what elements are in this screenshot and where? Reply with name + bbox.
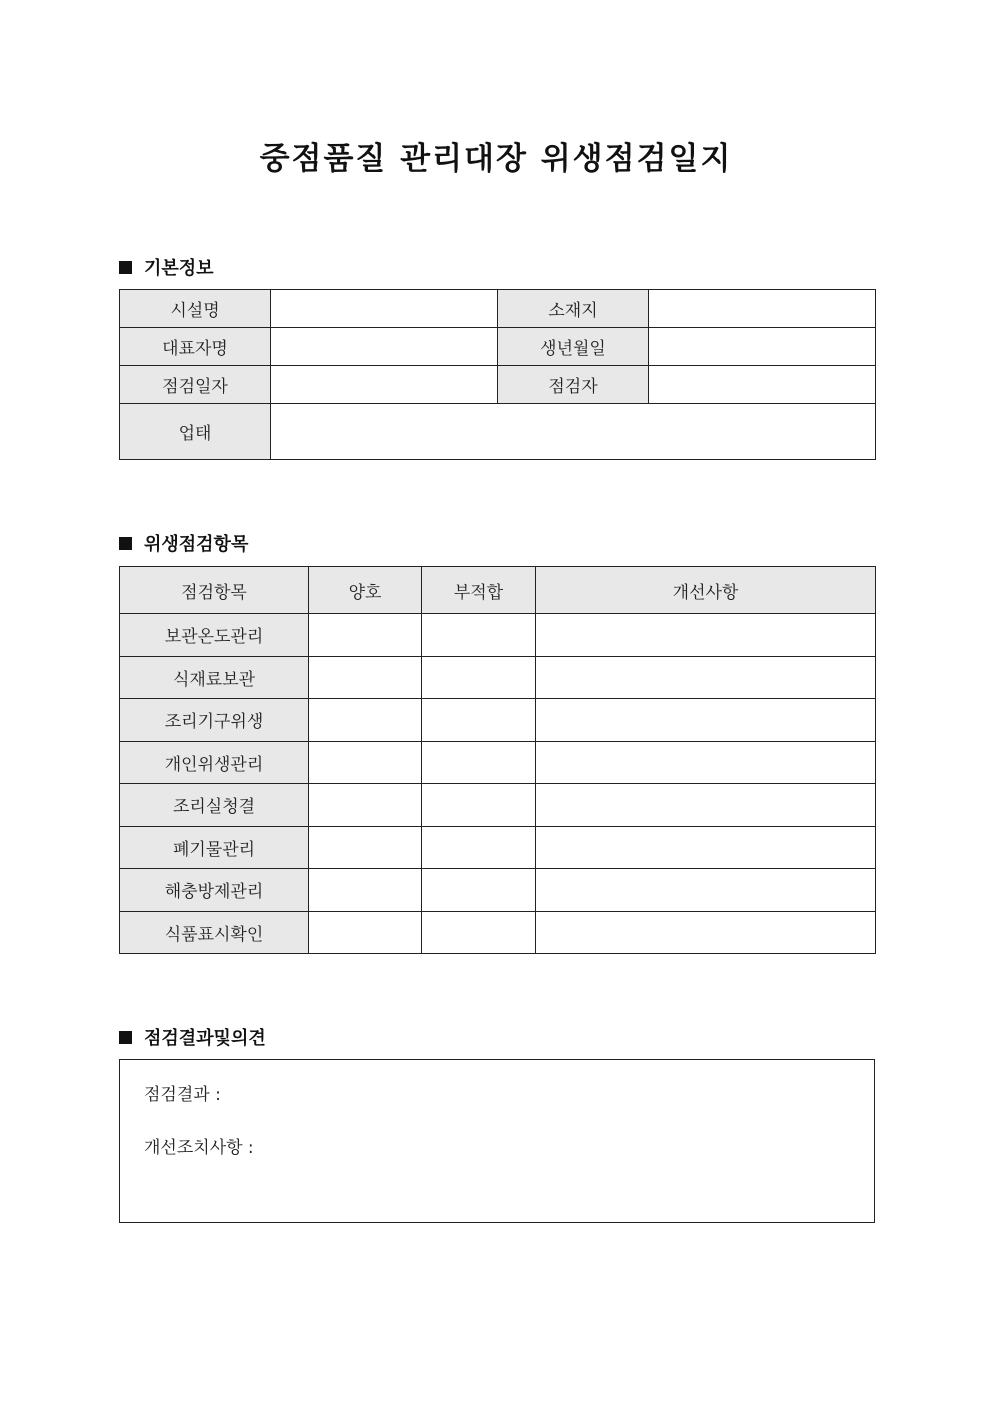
table-row (120, 656, 876, 699)
facility-name-field[interactable] (271, 290, 498, 328)
table-row (120, 699, 876, 742)
birth-date-field[interactable] (649, 328, 876, 366)
nonconforming-cell[interactable] (422, 911, 536, 954)
item-label: 조리기구위생 (120, 699, 309, 742)
improvement-cell[interactable] (536, 699, 876, 742)
business-type-label: 업태 (120, 404, 271, 460)
item-label: 식재료보관 (120, 656, 309, 699)
inspection-date-field[interactable] (271, 366, 498, 404)
basic-info-heading-text: 기본정보 (144, 258, 214, 279)
inspection-date-label: 점검일자 (120, 366, 271, 404)
nonconforming-cell[interactable] (422, 656, 536, 699)
location-field[interactable] (649, 290, 876, 328)
birth-date-label: 생년월일 (498, 328, 649, 366)
representative-field[interactable] (271, 328, 498, 366)
corrective-action-label: 개선조치사항 : (144, 1138, 254, 1158)
improvement-cell[interactable] (536, 656, 876, 699)
nonconforming-cell[interactable] (422, 826, 536, 869)
table-row (120, 784, 876, 827)
inspection-heading-text: 위생점검항목 (144, 534, 249, 555)
improvement-cell[interactable] (536, 869, 876, 912)
basic-info-row (120, 290, 876, 328)
improvement-cell[interactable] (536, 614, 876, 657)
basic-info-row (120, 404, 876, 460)
inspection-table (119, 566, 876, 954)
business-type-field[interactable] (271, 404, 876, 460)
item-label: 식품표시확인 (120, 911, 309, 954)
improvement-cell[interactable] (536, 784, 876, 827)
table-row (120, 614, 876, 657)
table-row (120, 911, 876, 954)
good-cell[interactable] (309, 869, 422, 912)
improvement-cell[interactable] (536, 911, 876, 954)
basic-info-row (120, 328, 876, 366)
item-label: 폐기물관리 (120, 826, 309, 869)
improvement-cell[interactable] (536, 826, 876, 869)
basic-info-table (119, 289, 876, 460)
item-label: 해충방제관리 (120, 869, 309, 912)
good-cell[interactable] (309, 656, 422, 699)
result-label: 점검결과 : (144, 1085, 221, 1105)
page-title: 중점품질 관리대장 위생점검일지 (259, 141, 733, 177)
inspector-label: 점검자 (498, 366, 649, 404)
good-cell[interactable] (309, 699, 422, 742)
good-cell[interactable] (309, 784, 422, 827)
results-heading (119, 1024, 266, 1050)
item-label: 개인위생관리 (120, 741, 309, 784)
basic-info-heading (119, 254, 214, 280)
column-header: 부적합 (422, 567, 536, 614)
inspector-field[interactable] (649, 366, 876, 404)
nonconforming-cell[interactable] (422, 741, 536, 784)
nonconforming-cell[interactable] (422, 614, 536, 657)
location-label: 소재지 (498, 290, 649, 328)
inspection-heading (119, 530, 248, 556)
nonconforming-cell[interactable] (422, 784, 536, 827)
good-cell[interactable] (309, 741, 422, 784)
square-bullet-icon (119, 537, 132, 550)
inspection-header-row (120, 567, 876, 614)
table-row (120, 826, 876, 869)
square-bullet-icon (119, 261, 132, 274)
column-header: 점검항목 (120, 567, 309, 614)
basic-info-row (120, 366, 876, 404)
table-row (120, 741, 876, 784)
good-cell[interactable] (309, 911, 422, 954)
good-cell[interactable] (309, 614, 422, 657)
square-bullet-icon (119, 1031, 132, 1044)
results-heading-text: 점검결과및의견 (144, 1028, 266, 1049)
nonconforming-cell[interactable] (422, 869, 536, 912)
results-box[interactable] (119, 1059, 875, 1223)
good-cell[interactable] (309, 826, 422, 869)
item-label: 보관온도관리 (120, 614, 309, 657)
facility-name-label: 시설명 (120, 290, 271, 328)
column-header: 양호 (309, 567, 422, 614)
item-label: 조리실청결 (120, 784, 309, 827)
representative-label: 대표자명 (120, 328, 271, 366)
column-header: 개선사항 (536, 567, 876, 614)
improvement-cell[interactable] (536, 741, 876, 784)
nonconforming-cell[interactable] (422, 699, 536, 742)
table-row (120, 869, 876, 912)
